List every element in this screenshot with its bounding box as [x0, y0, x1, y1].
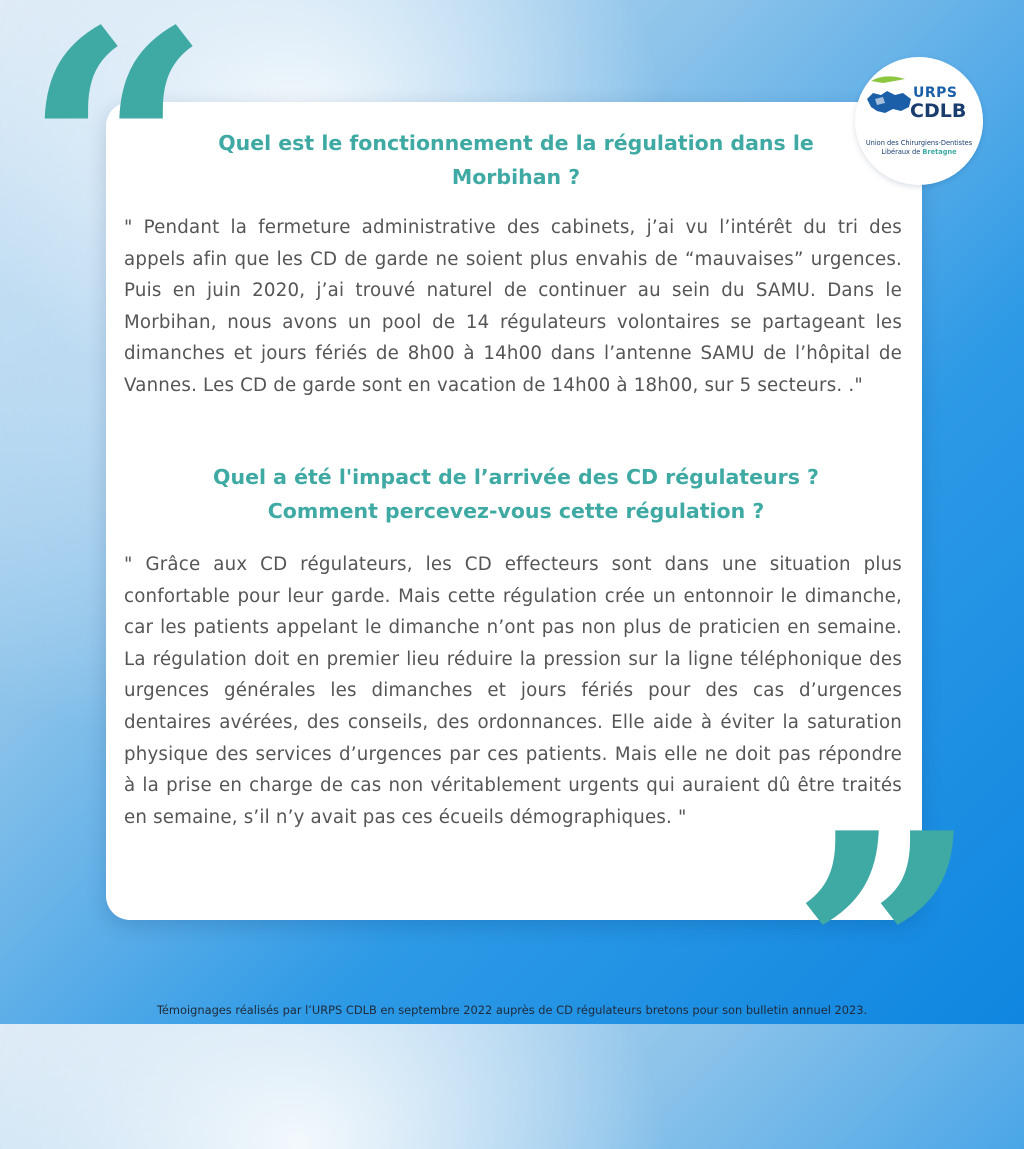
question-heading-2-line2: Comment percevez-vous cette régulation ?	[267, 499, 765, 523]
logo-subtitle	[861, 139, 977, 157]
question-heading-2	[166, 460, 866, 528]
close-quote-icon: ”	[790, 761, 980, 1149]
brittany-map-icon	[865, 75, 913, 131]
logo-subtitle-highlight: Bretagne	[922, 148, 957, 156]
answer-paragraph-2: " Grâce aux CD régulateurs, les CD effecteurs sont dans une situation plus confortable pour leur garde. Mais cette régulation crée un entonnoir le dimanche, car les patients appelant le dimanche n’ont pas non plus de praticien en semaine. La régulation doit en premier lieu réduire la pression sur la ligne téléphonique des urgences générales les dimanches et jours fériés pour des cas d’urgences dentaires avérées, des conseils, des ordonnances. Elle aide à éviter la saturation physique des services d’urgences par ces patients. Mais elle ne doit pas répondre à la prise en charge de cas non véritablement urgents qui auraient dû être traités en semaine, s’il n’y avait pas ces écueils démographiques. "	[124, 554, 902, 828]
footer-caption: Témoignages réalisés par l’URPS CDLB en septembre 2022 auprès de CD régulateurs bretons pour son bulletin annuel 2023.	[156, 1003, 868, 1017]
logo-name-line1: URPS	[913, 85, 958, 101]
answer-paragraph-1: " Pendant la fermeture administrative des cabinets, j’ai vu l’intérêt du tri des appels afin que les CD de garde ne soient plus envahis de “mauvaises” urgences. Puis en juin 2020, j’ai trouvé naturel de continuer au sein du SAMU. Dans le Morbihan, nous avons un pool de 14 régulateurs volontaires se partageant les dimanches et jours fériés de 8h00 à 14h00 dans l’antenne SAMU de l’hôpital de Vannes. Les CD de garde sont en vacation de 14h00 à 18h00, sur 5 secteurs. ."	[124, 217, 902, 396]
logo-subtitle-prefix: Libéraux de	[881, 148, 923, 156]
urps-cdlb-logo	[855, 57, 983, 185]
logo-subtitle-line2	[861, 148, 977, 157]
logo-subtitle-line1: Union des Chirurgiens-Dentistes	[865, 139, 973, 147]
question-heading-1: Quel est le fonctionnement de la régulation dans le Morbihan ?	[218, 131, 814, 189]
question-heading-2-line1: Quel a été l'impact de l’arrivée des CD régulateurs ?	[213, 465, 819, 489]
logo-name-line2: CDLB	[910, 100, 967, 122]
open-quote-icon: “	[22, 0, 212, 347]
